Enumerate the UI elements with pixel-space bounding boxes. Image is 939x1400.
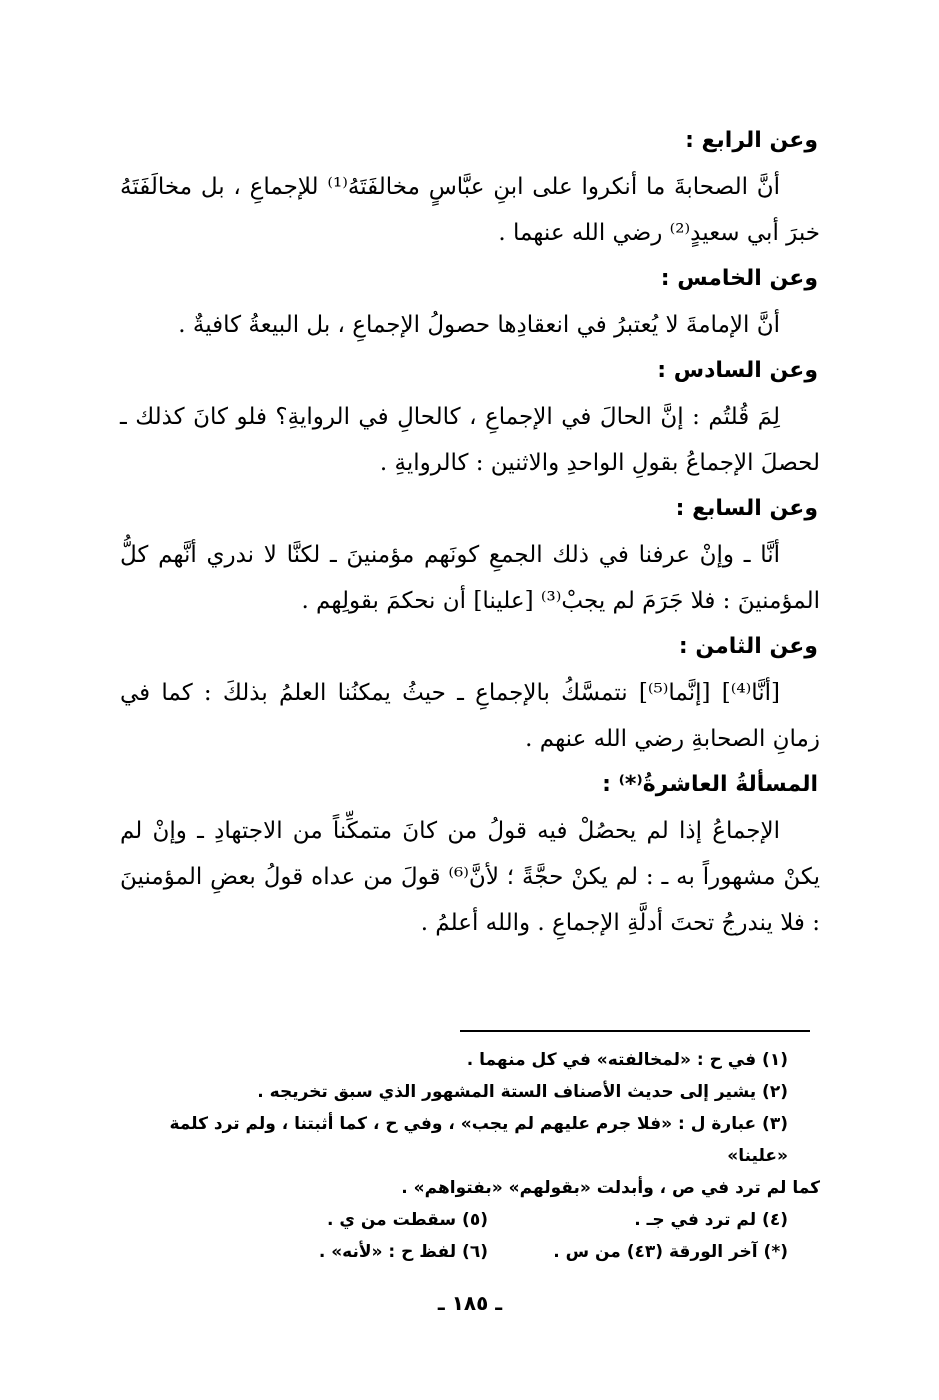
- section-text-eighth: [أنَّا⁽⁴⁾] [إنَّما⁽⁵⁾] نتمسَّكُ بالإجماعِ ـ حيثُ يمكنُنا العلمُ بذلكَ : كما في زمانِ الصحابةِ رضي الله عنهم .: [120, 680, 820, 752]
- footnote-5: (٥) سقطت من ي .: [327, 1210, 488, 1230]
- footnote-row-4-5: [120, 1204, 820, 1236]
- footnote-6: (٦) لفظ ح : «لأنه» .: [318, 1242, 488, 1262]
- section-heading-tenth-question: المسألةُ العاشرةُ⁽*⁾ :: [602, 772, 818, 797]
- footnote-divider: [460, 1030, 810, 1032]
- section-text-sixth: لِمَ قُلتُم : إنَّ الحالَ في الإجماعِ ، كالحالِ في الروايةِ؟ فلو كانَ كذلك ـ لحصلَ الإجماعُ بقولِ الواحدِ والاثنين : كالروايةِ .: [120, 404, 820, 476]
- footnote-3: (٣) عبارة ل : «فلا جرم عليهم لم يجب» ، وفي ح ، كما أثبتنا ، ولم ترد كلمة «علينا»: [169, 1114, 788, 1166]
- footnote-1: (١) في ح : «لمخالفته» في كل منهما .: [466, 1050, 788, 1070]
- section-heading-eighth: وعن الثامن :: [678, 634, 818, 659]
- section-heading-fourth: وعن الرابع :: [685, 128, 818, 153]
- footnote-row-star-6: [120, 1236, 820, 1268]
- page-number: ـ ١٨٥ ـ: [437, 1291, 503, 1315]
- main-text: [120, 118, 820, 946]
- section-text-tenth-question: الإجماعُ إذا لم يحصُلْ فيه قولُ من كانَ متمكِّناً من الاجتهادِ ـ وإنْ لم يكنْ مشهوراً به ـ : لم يكنْ حجَّةً ؛ لأنَّ⁽⁶⁾ قولَ من عداه قولُ بعضِ المؤمنينَ : فلا يندرجُ تحتَ أدلَّةِ الإجماعِ . والله أعلمُ .: [120, 818, 820, 936]
- footnote-3-continuation: كما لم ترد في ص ، وأبدلت «بقولهم» «بفتواهم» .: [401, 1178, 820, 1198]
- footnote-star: (*) آخر الورقة (٤٣) من س .: [553, 1242, 788, 1262]
- section-heading-seventh: وعن السابع :: [675, 496, 818, 521]
- section-heading-sixth: وعن السادس :: [657, 358, 818, 383]
- section-text-fifth: أنَّ الإمامةَ لا يُعتبرُ في انعقادِها حصولُ الإجماعِ ، بل البيعةُ كافيةٌ .: [178, 312, 780, 338]
- footnote-2: (٢) يشير إلى حديث الأصناف الستة المشهور الذي سبق تخريجه .: [257, 1082, 788, 1102]
- footnotes: [120, 1044, 820, 1268]
- section-text-fourth: أنَّ الصحابةَ ما أنكروا على ابنِ عبَّاسٍ مخالفَتَهُ⁽¹⁾ للإجماعِ ، بل مخالَفَتَهُ خبرَ أبي سعيدٍ⁽²⁾ رضي الله عنهما .: [120, 174, 820, 246]
- footnote-4: (٤) لم ترد في جـ .: [634, 1210, 788, 1230]
- section-heading-fifth: وعن الخامس :: [660, 266, 818, 291]
- section-text-seventh: أنَّا ـ وإنْ عرفنا في ذلك الجمعِ كونَهم مؤمنينَ ـ لكنَّا لا ندري أنَّهم كلُّ المؤمنينَ : فلا جَرَمَ لم يجبْ⁽³⁾ [علينا] أن نحكمَ بقولِهم .: [120, 542, 820, 614]
